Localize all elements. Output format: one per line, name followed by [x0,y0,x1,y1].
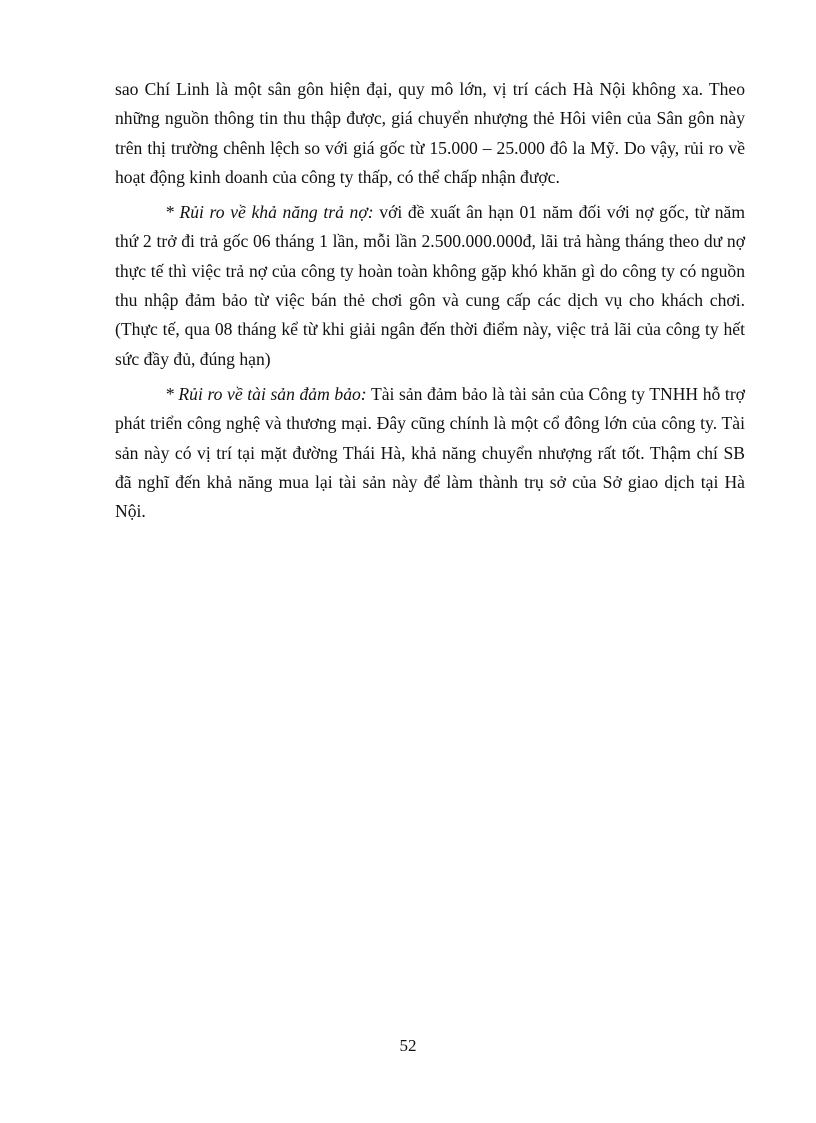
page-number: 52 [399,1036,417,1055]
paragraph-text: sao Chí Linh là một sân gôn hiện đại, quy mô lớn, vị trí cách Hà Nội không xa. Theo những nguồn thông tin thu thập được, giá chuyển nhượng thẻ Hôi viên của Sân gôn này trên thị trường chênh lệch so với giá gốc từ 15.000 – 25.000 đô la Mỹ. Do vậy, rủi ro về hoạt động kinh doanh của công ty thấp, có thể chấp nhận được. [115,79,745,187]
paragraph-text: Tài sản đảm bảo là tài sản của Công ty TNHH hỗ trợ phát triển công nghệ và thương mại. Đây cũng chính là một cổ đông lớn của công ty. Tài sản này có vị trí tại mặt đường Thái Hà, khả năng chuyển nhượng rất tốt. Thậm chí SB đã nghĩ đến khả năng mua lại tài sản này để làm thành trụ sở của Sở giao dịch tại Hà Nội. [115,383,745,522]
paragraph-lead: * Rủi ro về khả năng trả nợ: [165,202,374,223]
paragraph-repayment-risk [115,198,745,374]
paragraph-golf-course [115,75,745,192]
paragraph-text: với đề xuất ân hạn 01 năm đối với nợ gốc, từ năm thứ 2 trở đi trả gốc 06 tháng 1 lần, mỗi lần 2.500.000.000đ, lãi trả hàng tháng theo dư nợ thực tế thì việc trả nợ của công ty hoàn toàn không gặp khó khăn gì do công ty có nguồn thu nhập đảm bảo từ việc bán thẻ chơi gôn và cung cấp các dịch vụ cho khách chơi. (Thực tế, qua 08 tháng kể từ khi giải ngân đến thời điểm này, việc trả lãi của công ty hết sức đầy đủ, đúng hạn) [115,202,746,369]
paragraph-lead: * Rủi ro về tài sản đảm bảo: [165,383,367,404]
paragraph-collateral-risk [115,380,745,526]
body-text [115,75,745,532]
